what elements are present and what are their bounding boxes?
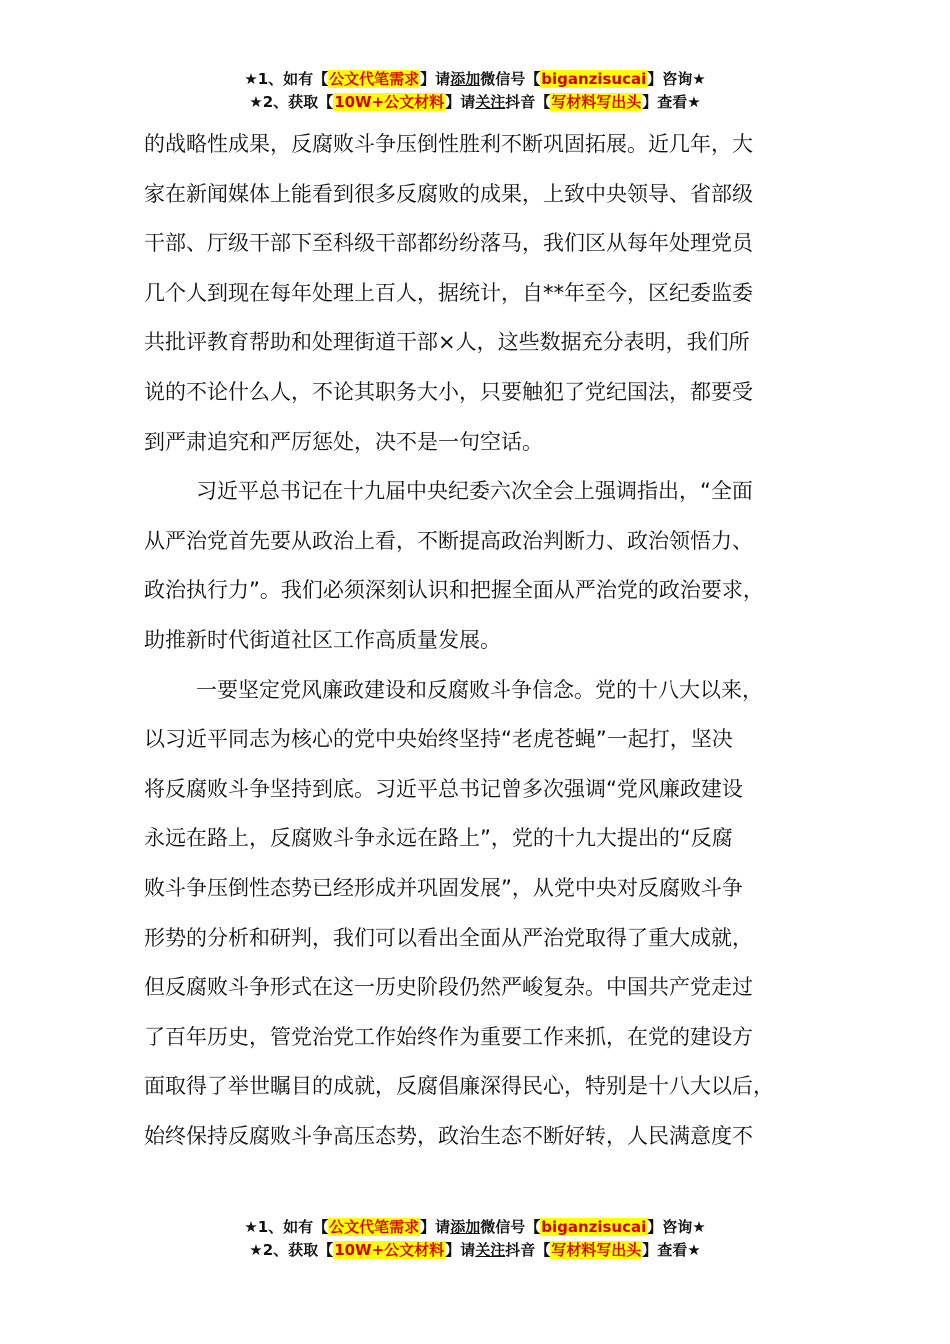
paragraph-first-line: 习近平总书记在十九届中央纪委六次全会上强调指出，“全面 xyxy=(196,479,753,504)
promo-text: 】请 xyxy=(420,70,451,88)
promo-highlight: 公文代笔需求 xyxy=(329,1218,420,1236)
text-line: 将反腐败斗争坚持到底。习近平总书记曾多次强调“党风廉政建设 xyxy=(144,776,743,801)
text-line: 形势的分析和研判，我们可以看出全面从严治党取得了重大成就， xyxy=(144,925,753,950)
promo-line-1 xyxy=(0,68,950,91)
document-body xyxy=(144,120,808,1161)
text-line: 到严肃追究和严厉惩处，决不是一句空话。 xyxy=(144,429,543,454)
text-line: 了百年历史，管党治党工作始终作为重要工作来抓，在党的建设方 xyxy=(144,1024,753,1049)
promo-line-2 xyxy=(0,91,950,114)
promo-line-1 xyxy=(0,1216,950,1239)
text-line: 永远在路上，反腐败斗争永远在路上”，党的十九大提出的“反腐 xyxy=(144,826,733,851)
text-line: 但反腐败斗争形式在这一历史阶段仍然严峻复杂。中国共产党走过 xyxy=(144,975,753,1000)
promo-text: 】查看★ xyxy=(642,93,701,111)
text-line: 政治执行力”。我们必须深刻认识和把握全面从严治党的政治要求， xyxy=(144,578,764,603)
text-line: 共批评教育帮助和处理街道干部×人，这些数据充分表明，我们所 xyxy=(144,330,750,355)
promo-text: ★1、如有【 xyxy=(244,1218,329,1236)
text-line: 家在新闻媒体上能看到很多反腐败的成果，上致中央领导、省部级 xyxy=(144,181,753,206)
promo-underlined: 添加 xyxy=(450,1218,481,1236)
promo-text: 】请 xyxy=(445,1241,476,1259)
header-promo-banner xyxy=(0,68,950,114)
promo-douyin-account: 写材料写出头 xyxy=(551,1241,642,1259)
promo-text: 】请 xyxy=(445,93,476,111)
promo-underlined: 关注 xyxy=(475,93,506,111)
text-line: 从严治党首先要从政治上看，不断提高政治判断力、政治领悟力、 xyxy=(144,528,753,553)
promo-text: 】请 xyxy=(420,1218,451,1236)
promo-underlined: 添加 xyxy=(450,70,481,88)
promo-underlined: 关注 xyxy=(475,1241,506,1259)
promo-wechat-id: biganzisucai xyxy=(541,1218,647,1236)
promo-text: 】咨询★ xyxy=(647,70,706,88)
promo-text: 】查看★ xyxy=(642,1241,701,1259)
promo-highlight: 10W+公文材料 xyxy=(334,93,445,111)
text-line: 败斗争压倒性态势已经形成并巩固发展”，从党中央对反腐败斗争 xyxy=(144,875,743,900)
promo-text: ★2、获取【 xyxy=(249,93,334,111)
text-line: 干部、厅级干部下至科级干部都纷纷落马，我们区从每年处理党员 xyxy=(144,231,753,256)
promo-text: 抖音【 xyxy=(505,1241,551,1259)
promo-douyin-account: 写材料写出头 xyxy=(551,93,642,111)
promo-text: ★1、如有【 xyxy=(244,70,329,88)
promo-line-2 xyxy=(0,1239,950,1262)
promo-text: 微信号【 xyxy=(480,1218,541,1236)
promo-text: 】咨询★ xyxy=(647,1218,706,1236)
promo-text: ★2、获取【 xyxy=(249,1241,334,1259)
text-line: 始终保持反腐败斗争高压态势，政治生态不断好转，人民满意度不 xyxy=(144,1123,753,1148)
footer-promo-banner xyxy=(0,1216,950,1262)
text-line: 面取得了举世瞩目的成就，反腐倡廉深得民心，特别是十八大以后， xyxy=(144,1074,774,1099)
text-line: 的战略性成果，反腐败斗争压倒性胜利不断巩固拓展。近几年，大 xyxy=(144,132,753,156)
text-line: 以习近平同志为核心的党中央始终坚持“老虎苍蝇”一起打，坚决 xyxy=(144,727,733,752)
promo-highlight: 10W+公文材料 xyxy=(334,1241,445,1259)
text-line: 几个人到现在每年处理上百人，据统计，自**年至今，区纪委监委 xyxy=(144,280,753,305)
promo-highlight: 公文代笔需求 xyxy=(329,70,420,88)
promo-wechat-id: biganzisucai xyxy=(541,70,647,88)
promo-text: 微信号【 xyxy=(480,70,541,88)
promo-text: 抖音【 xyxy=(505,93,551,111)
text-line: 助推新时代街道社区工作高质量发展。 xyxy=(144,627,501,652)
paragraph-first-line: 一要坚定党风廉政建设和反腐败斗争信念。党的十八大以来， xyxy=(196,677,763,702)
text-line: 说的不论什么人，不论其职务大小，只要触犯了党纪国法，都要受 xyxy=(144,379,753,404)
